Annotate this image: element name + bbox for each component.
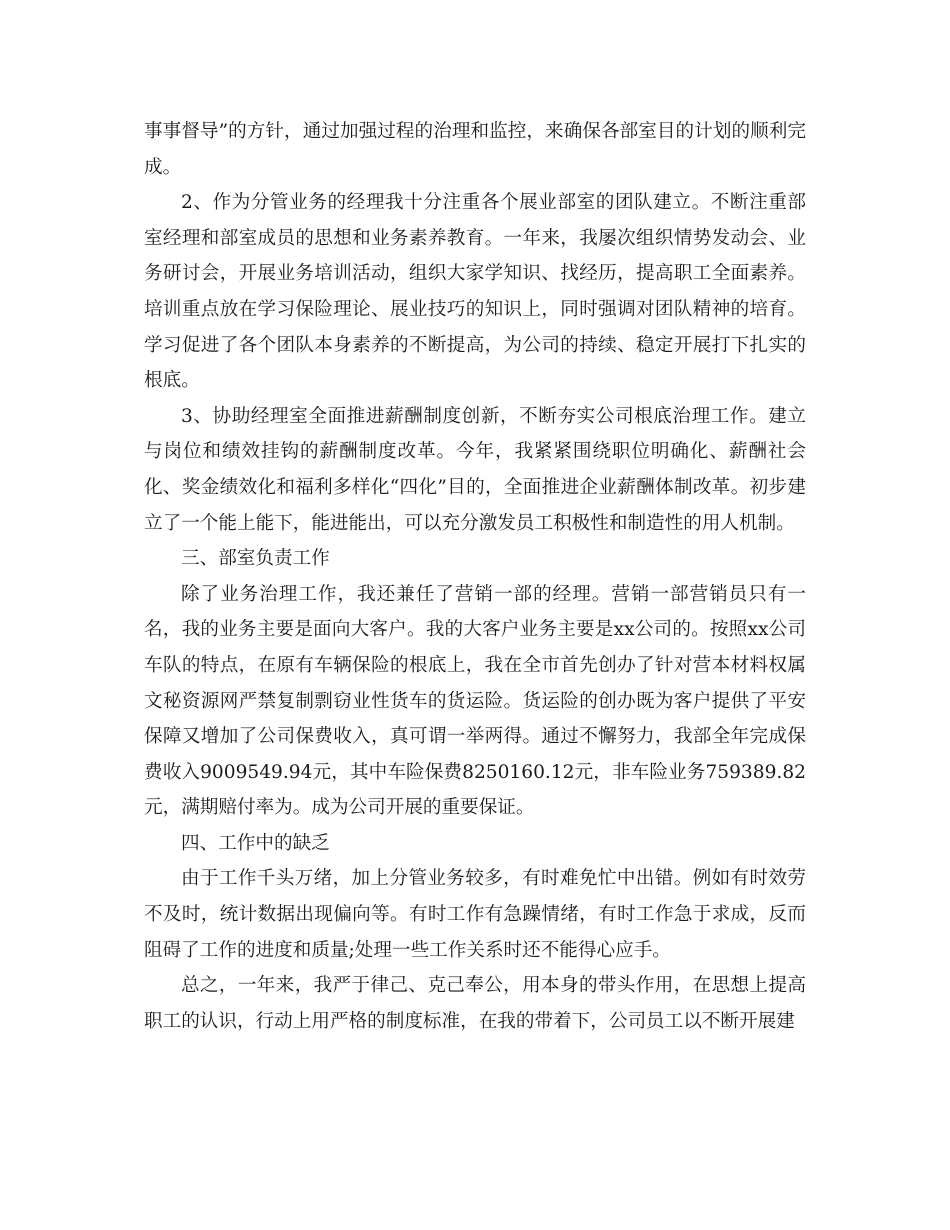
section-heading-shortcomings: 四、工作中的缺乏 xyxy=(181,832,330,854)
paragraph-summary: 总之，一年来，我严于律己、克己奉公，用本身的带头作用，在思想上提高职工的认识，行动上用严格的制度标准，在我的带着下，公司员工以不断开展建 xyxy=(144,975,806,1032)
paragraph-team-building: 2、作为分管业务的经理我十分注重各个展业部室的团队建立。不断注重部室经理和部室成员的思想和业务素养教育。一年来，我屡次组织情势发动会、业务研讨会，开展业务培训活动，组织大家学知识、找经历，提高职工全面素养。培训重点放在学习保险理论、展业技巧的知识上，同时强调对团队精神的培育。学习促进了各个团队本身素养的不断提高，为公司的持续、稳定开展打下扎实的根底。 xyxy=(144,192,806,392)
paragraph-salary-reform: 3、协助经理室全面推进薪酬制度创新，不断夯实公司根底治理工作。建立与岗位和绩效挂钩的薪酬制度改革。今年，我紧紧围绕职位明确化、薪酬社会化、奖金绩效化和福利多样化“四化”目的，全面推进企业薪酬体制改革。初步建立了一个能上能下，能进能出，可以充分激发员工积极性和制造性的用人机制。 xyxy=(144,405,806,534)
paragraph-department-work: 除了业务治理工作，我还兼任了营销一部的经理。营销一部营销员只有一名，我的业务主要是面向大客户。我的大客户业务主要是xx公司的。按照xx公司车队的特点，在原有车辆保险的根底上，我在全市首先创办了针对营本材料权属文秘资源网严禁复制剽窃业性货车的货运险。货运险的创办既为客户提供了平安保障又增加了公司保费收入，真可谓一举两得。通过不懈努力，我部全年完成保费收入9009549.94元，其中车险保费8250160.12元，非车险业务759389.82元，满期赔付率为。成为公司开展的重要保证。 xyxy=(144,583,806,819)
paragraph-shortcomings: 由于工作千头万绪，加上分管业务较多，有时难免忙中出错。例如有时效劳不及时，统计数据出现偏向等。有时工作有急躁情绪，有时工作急于求成，反而阻碍了工作的进度和质量;处理一些工作关系时还不能得心应手。 xyxy=(144,868,806,961)
paragraph-continuation: 事事督导”的方针，通过加强过程的治理和监控，来确保各部室目的计划的顺利完成。 xyxy=(144,121,806,178)
section-heading-department-work: 三、部室负责工作 xyxy=(181,548,330,570)
document-body xyxy=(144,114,806,1039)
